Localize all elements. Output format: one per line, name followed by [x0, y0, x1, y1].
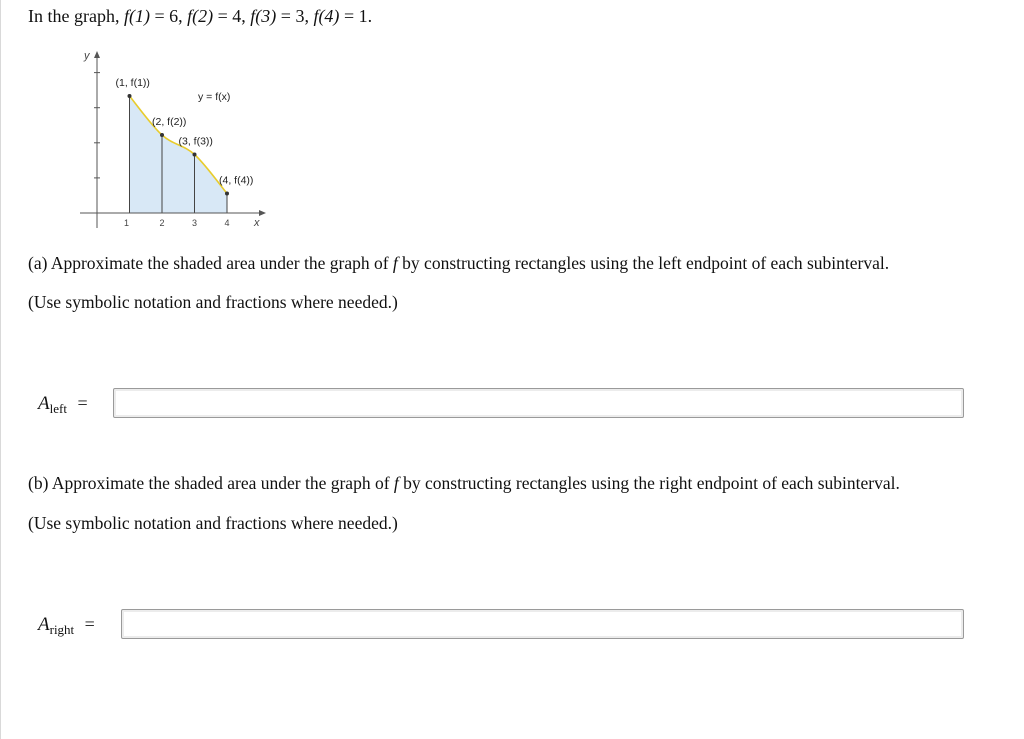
intro-f4-value: 1 [358, 6, 368, 26]
answer-left-symbol: A [38, 393, 50, 414]
x-tick-label-3: 3 [191, 218, 198, 228]
point-2 [160, 133, 164, 137]
point-1 [128, 94, 132, 98]
intro-f4-label: f(4) [313, 6, 340, 26]
part-b-func: f [393, 473, 399, 493]
part-a-prefix: (a) Approximate the shaded area under the graph of [28, 253, 389, 273]
intro-f3-value: 3 [295, 6, 305, 26]
intro-f3-label: f(3) [250, 6, 277, 26]
answer-left-equals: = [77, 393, 88, 413]
part-b-question [28, 473, 900, 494]
point-4 [225, 192, 229, 196]
answer-left-input[interactable] [113, 388, 964, 418]
problem-intro: In the graph, f(1) = 6, f(2) = 4, f(3) = 3, f(4) = 1. [28, 6, 373, 26]
part-b-prefix: (b) Approximate the shaded area under the graph of [28, 473, 390, 493]
answer-right-input[interactable] [121, 609, 964, 639]
point-3 [193, 153, 197, 157]
answer-left-label [38, 393, 88, 417]
answer-left-subscript: left [49, 401, 67, 416]
x-tick-label-1: 1 [123, 218, 130, 228]
x-axis-label: x [254, 217, 260, 229]
point-label-3: (3, f(3)) [178, 135, 213, 148]
answer-right-symbol: A [38, 614, 50, 635]
point-label-2: (2, f(2)) [152, 116, 187, 128]
intro-prefix: In the graph, [28, 6, 120, 26]
intro-f2-label: f(2) [187, 6, 214, 26]
function-graph [76, 48, 276, 233]
point-label-1: (1, f(1)) [115, 77, 150, 89]
part-b-suffix: by constructing rectangles using the right endpoint of each subinterval. [403, 473, 900, 493]
part-a-suffix: by constructing rectangles using the left endpoint of each subinterval. [402, 253, 890, 273]
intro-f1-label: f(1) [123, 6, 150, 26]
x-tick-label-2: 2 [159, 218, 165, 228]
answer-right-label [38, 614, 95, 638]
y-axis-arrow-icon [94, 51, 100, 58]
answer-right-equals: = [84, 614, 95, 634]
point-label-4: (4, f(4)) [219, 174, 254, 187]
part-a-question [28, 253, 889, 274]
part-a-note: (Use symbolic notation and fractions where needed.) [28, 292, 398, 312]
page-left-border [0, 0, 1, 739]
intro-f1-value: 6 [169, 6, 179, 26]
part-a-func: f [392, 253, 398, 273]
x-tick-label-4: 4 [224, 218, 230, 228]
answer-right-subscript: right [49, 622, 75, 637]
intro-f2-value: 4 [232, 6, 242, 26]
x-axis-arrow-icon [259, 210, 266, 216]
curve-label: y = f(x) [198, 91, 231, 103]
part-b-note: (Use symbolic notation and fractions where needed.) [28, 513, 398, 533]
y-axis-label: y [84, 50, 90, 62]
